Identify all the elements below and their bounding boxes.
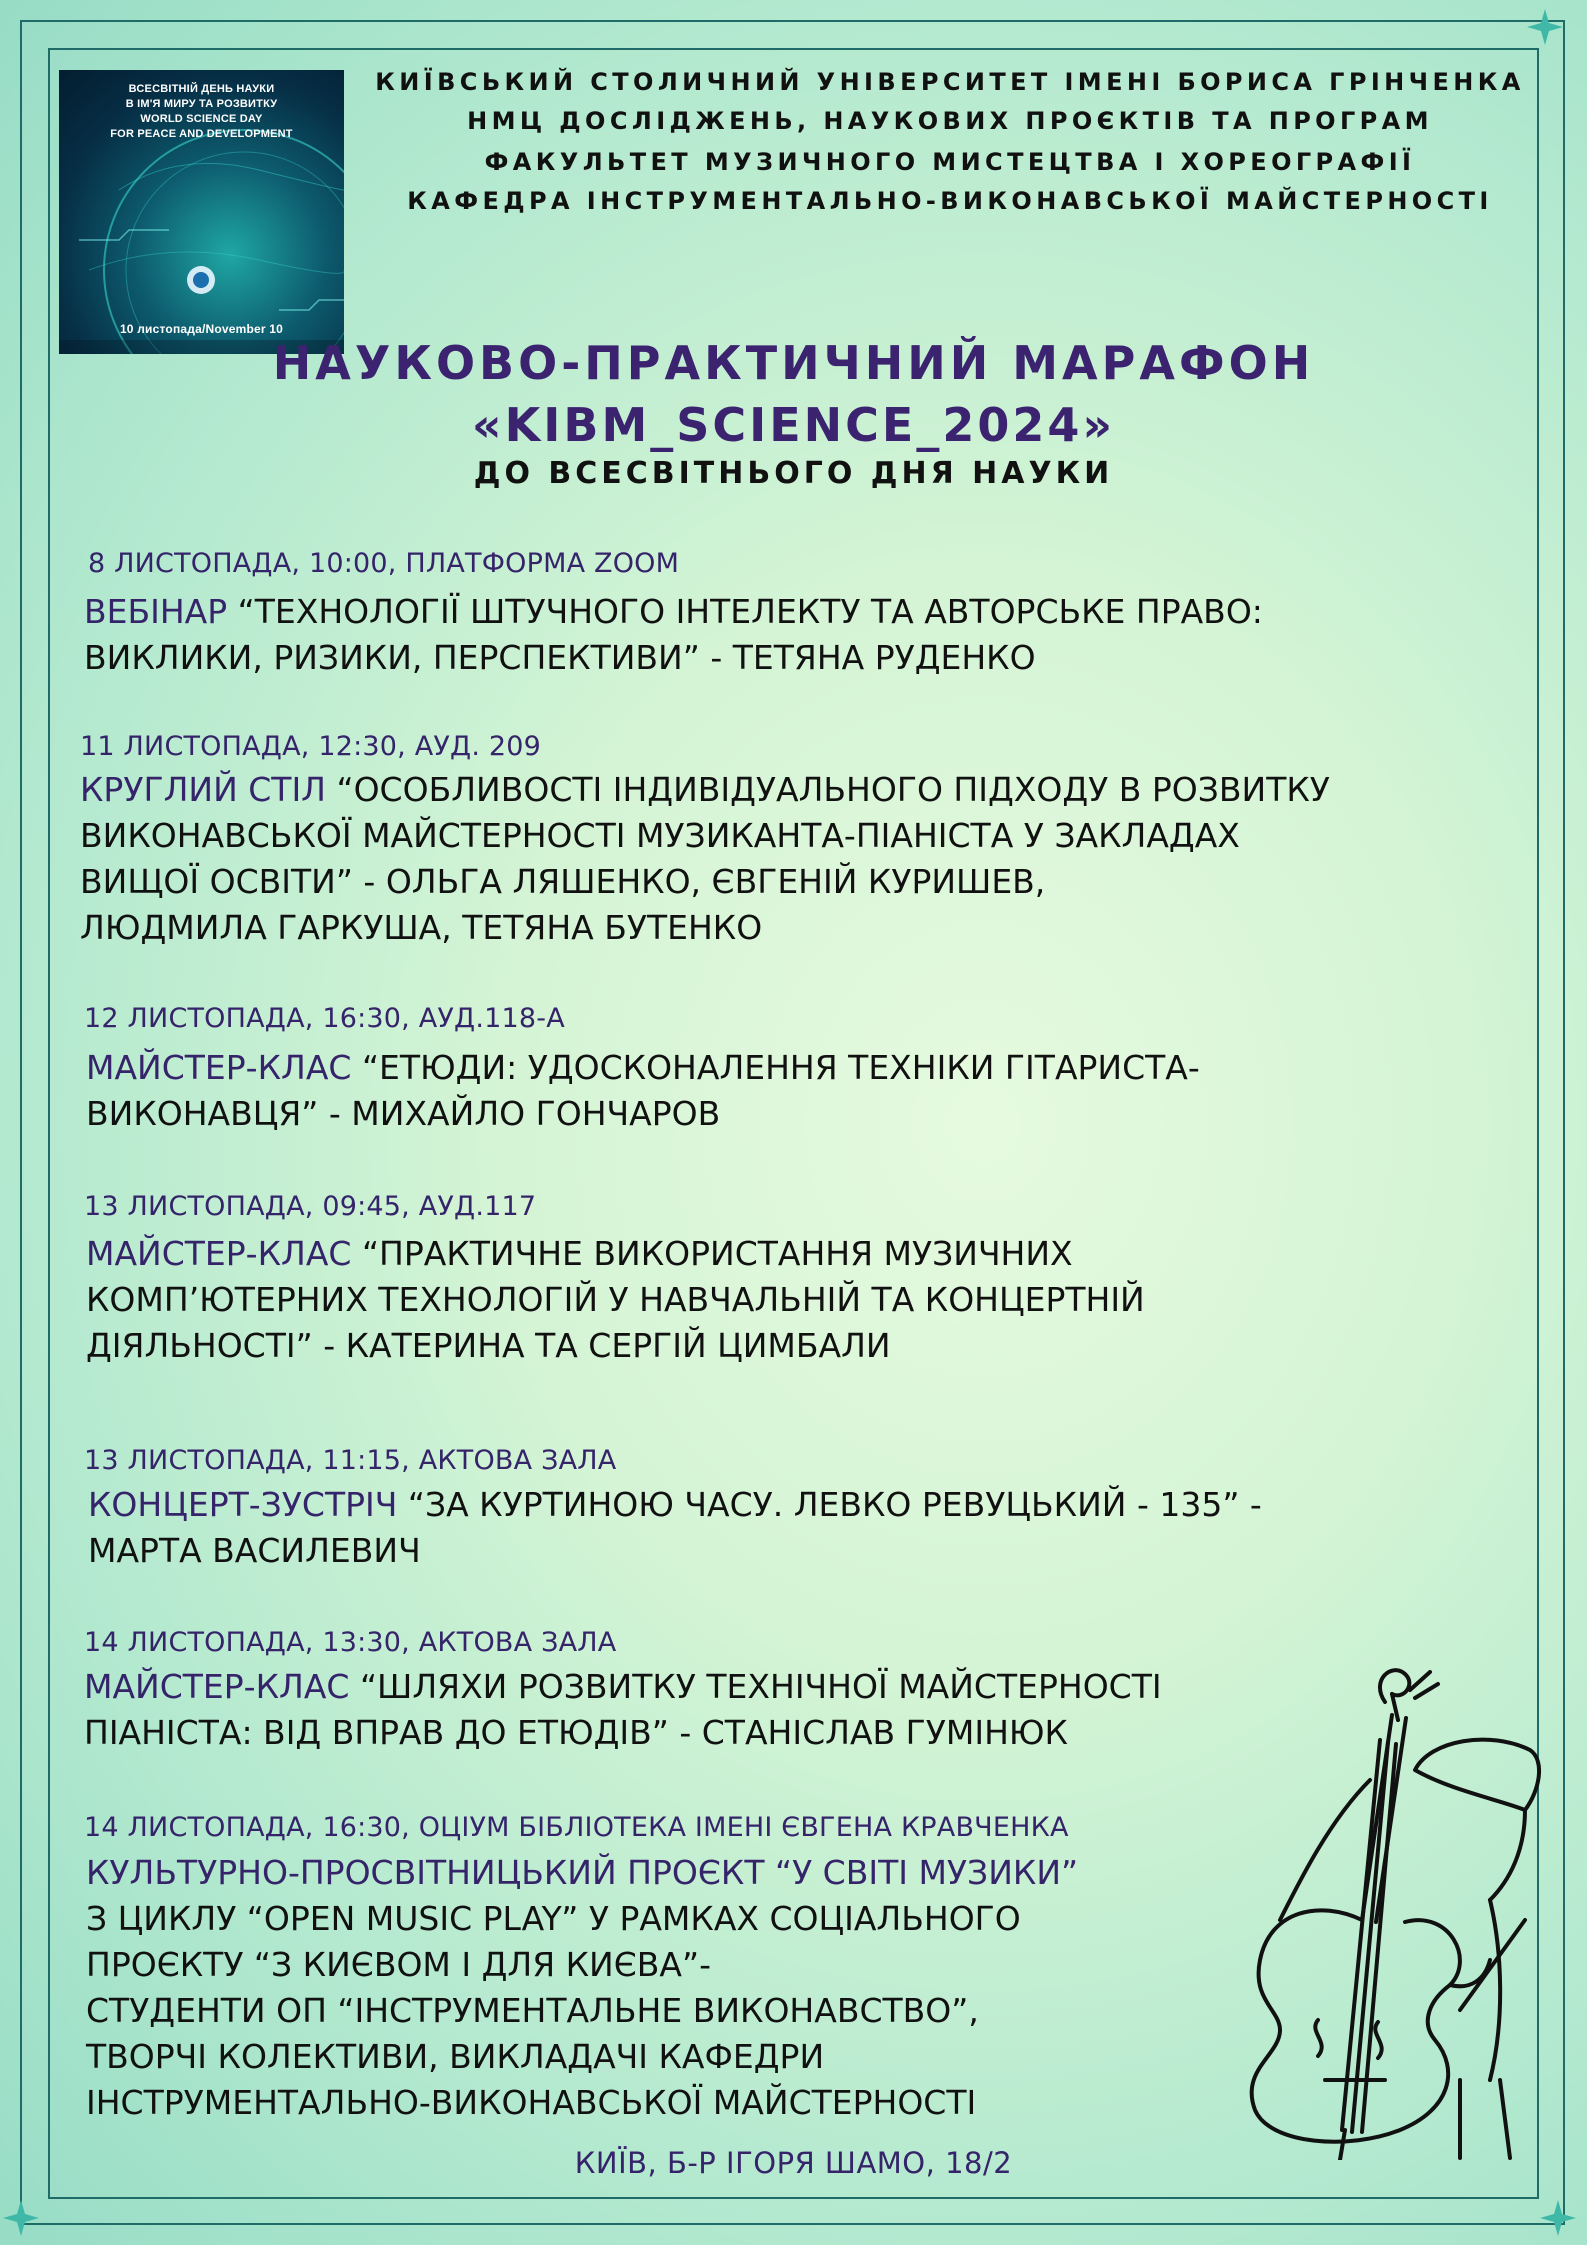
event-title-line: “ЕТЮДИ: УДОСКОНАЛЕННЯ ТЕХНІКИ ГІТАРИСТА- <box>351 1048 1200 1087</box>
institution-research-center: НМЦ ДОСЛІДЖЕНЬ, НАУКОВИХ ПРОЄКТІВ ТА ПРОГРАМ <box>467 107 1433 135</box>
event-date: 12 ЛИСТОПАДА, 16:30, АУД.118-А <box>84 1003 565 1034</box>
event-title-line: “ЗА КУРТИНОЮ ЧАСУ. ЛЕВКО РЕВУЦЬКИЙ - 135” - <box>397 1485 1262 1524</box>
event-type: МАЙСТЕР-КЛАС <box>86 1048 352 1087</box>
event-title-line: “ОСОБЛИВОСТІ ІНДИВІДУАЛЬНОГО ПІДХОДУ В РОЗВИТКУ <box>326 770 1330 809</box>
event-type: КУЛЬТУРНО-ПРОСВІТНИЦЬКИЙ ПРОЄКТ “У СВІТІ МУЗИКИ” <box>86 1853 1079 1892</box>
event-title-line: ЛЮДМИЛА ГАРКУША, ТЕТЯНА БУТЕНКО <box>80 908 763 947</box>
event-title-line: “ПРАКТИЧНЕ ВИКОРИСТАННЯ МУЗИЧНИХ <box>351 1234 1073 1273</box>
event-title-line: СТУДЕНТИ ОП “ІНСТРУМЕНТАЛЬНЕ ВИКОНАВСТВО”, <box>86 1991 979 2030</box>
institution-university: КИЇВСЬКИЙ СТОЛИЧНИЙ УНІВЕРСИТЕТ ІМЕНІ БОРИСА ГРІНЧЕНКА <box>375 68 1525 96</box>
event-title-line: КОМП’ЮТЕРНИХ ТЕХНОЛОГІЙ У НАВЧАЛЬНІЙ ТА КОНЦЕРТНІЙ <box>86 1280 1145 1319</box>
event-description <box>86 1850 1078 2126</box>
logo-text-line: В ІМ'Я МИРУ ТА РОЗВИТКУ <box>125 98 278 110</box>
event-address: КИЇВ, Б-Р ІГОРЯ ШАМО, 18/2 <box>574 2146 1013 2180</box>
event-title-line: МАРТА ВАСИЛЕВИЧ <box>88 1531 421 1570</box>
event-type: КОНЦЕРТ-ЗУСТРІЧ <box>88 1485 398 1524</box>
event-description <box>86 1045 1200 1137</box>
event-title-line: З ЦИКЛУ “OPEN MUSIC PLAY” У РАМКАХ СОЦІАЛЬНОГО <box>86 1899 1021 1938</box>
event-date: 14 ЛИСТОПАДА, 13:30, АКТОВА ЗАЛА <box>84 1627 617 1658</box>
event-title-line: ІНСТРУМЕНТАЛЬНО-ВИКОНАВСЬКОЇ МАЙСТЕРНОСТІ <box>86 2083 977 2122</box>
event-title-line: ВИКЛИКИ, РИЗИКИ, ПЕРСПЕКТИВИ” - ТЕТЯНА РУДЕНКО <box>84 638 1036 677</box>
world-science-day-logo <box>59 70 344 354</box>
cello-player-illustration <box>1130 1660 1550 2160</box>
event-title-line: ВИЩОЇ ОСВІТИ” - ОЛЬГА ЛЯШЕНКО, ЄВГЕНІЙ КУРИШЕВ, <box>80 862 1046 901</box>
event-description <box>84 1664 1162 1756</box>
event-title-line: ВИКОНАВСЬКОЇ МАЙСТЕРНОСТІ МУЗИКАНТА-ПІАНІСТА У ЗАКЛАДАХ <box>80 816 1240 855</box>
event-type: ВЕБІНАР <box>84 592 228 631</box>
event-title-line: “ТЕХНОЛОГІЇ ШТУЧНОГО ІНТЕЛЕКТУ ТА АВТОРСЬКЕ ПРАВО: <box>227 592 1263 631</box>
event-type: КРУГЛИЙ СТІЛ <box>80 770 326 809</box>
event-description <box>88 1482 1262 1574</box>
event-description <box>86 1231 1145 1369</box>
logo-text-line: ВСЕСВІТНІЙ ДЕНЬ НАУКИ <box>128 83 275 95</box>
event-title-line: ПРОЄКТУ “З КИЄВОМ І ДЛЯ КИЄВА”- <box>86 1945 712 1984</box>
marathon-title: НАУКОВО-ПРАКТИЧНИЙ МАРАФОН <box>272 336 1315 390</box>
event-date: 8 ЛИСТОПАДА, 10:00, ПЛАТФОРМА ZOOM <box>88 548 680 579</box>
event-description <box>80 767 1330 951</box>
logo-text-line: WORLD SCIENCE DAY <box>140 113 263 125</box>
event-date: 13 ЛИСТОПАДА, 09:45, АУД.117 <box>84 1191 537 1222</box>
logo-text-line: FOR PEACE AND DEVELOPMENT <box>110 128 293 140</box>
event-date: 13 ЛИСТОПАДА, 11:15, АКТОВА ЗАЛА <box>84 1445 617 1476</box>
event-title-line: ВИКОНАВЦЯ” - МИХАЙЛО ГОНЧАРОВ <box>86 1094 721 1133</box>
sparkle-star-icon <box>1527 9 1563 45</box>
event-title-line: ДІЯЛЬНОСТІ” - КАТЕРИНА ТА СЕРГІЙ ЦИМБАЛИ <box>86 1326 891 1365</box>
marathon-tagline: ДО ВСЕСВІТНЬОГО ДНЯ НАУКИ <box>473 456 1114 491</box>
institution-department: КАФЕДРА ІНСТРУМЕНТАЛЬНО-ВИКОНАВСЬКОЇ МАЙСТЕРНОСТІ <box>407 187 1493 215</box>
event-date: 11 ЛИСТОПАДА, 12:30, АУД. 209 <box>80 731 542 762</box>
institution-faculty: ФАКУЛЬТЕТ МУЗИЧНОГО МИСТЕЦТВА І ХОРЕОГРАФІЇ <box>484 148 1416 176</box>
event-title-line: “ШЛЯХИ РОЗВИТКУ ТЕХНІЧНОЇ МАЙСТЕРНОСТІ <box>349 1667 1162 1706</box>
marathon-subtitle: «KIBM_SCIENCE_2024» <box>471 398 1116 452</box>
event-type: МАЙСТЕР-КЛАС <box>86 1234 352 1273</box>
sparkle-star-icon <box>3 2200 39 2236</box>
event-date: 14 ЛИСТОПАДА, 16:30, ОЦІУМ БІБЛІОТЕКА ІМЕНІ ЄВГЕНА КРАВЧЕНКА <box>84 1812 1069 1843</box>
event-type: МАЙСТЕР-КЛАС <box>84 1667 350 1706</box>
sparkle-star-icon <box>1540 2200 1576 2236</box>
event-title-line: ПІАНІСТА: ВІД ВПРАВ ДО ЕТЮДІВ” - СТАНІСЛАВ ГУМІНЮК <box>84 1713 1068 1752</box>
event-description <box>84 589 1263 681</box>
event-title-line: ТВОРЧІ КОЛЕКТИВИ, ВИКЛАДАЧІ КАФЕДРИ <box>86 2037 825 2076</box>
logo-date: 10 листопада/November 10 <box>119 322 284 336</box>
